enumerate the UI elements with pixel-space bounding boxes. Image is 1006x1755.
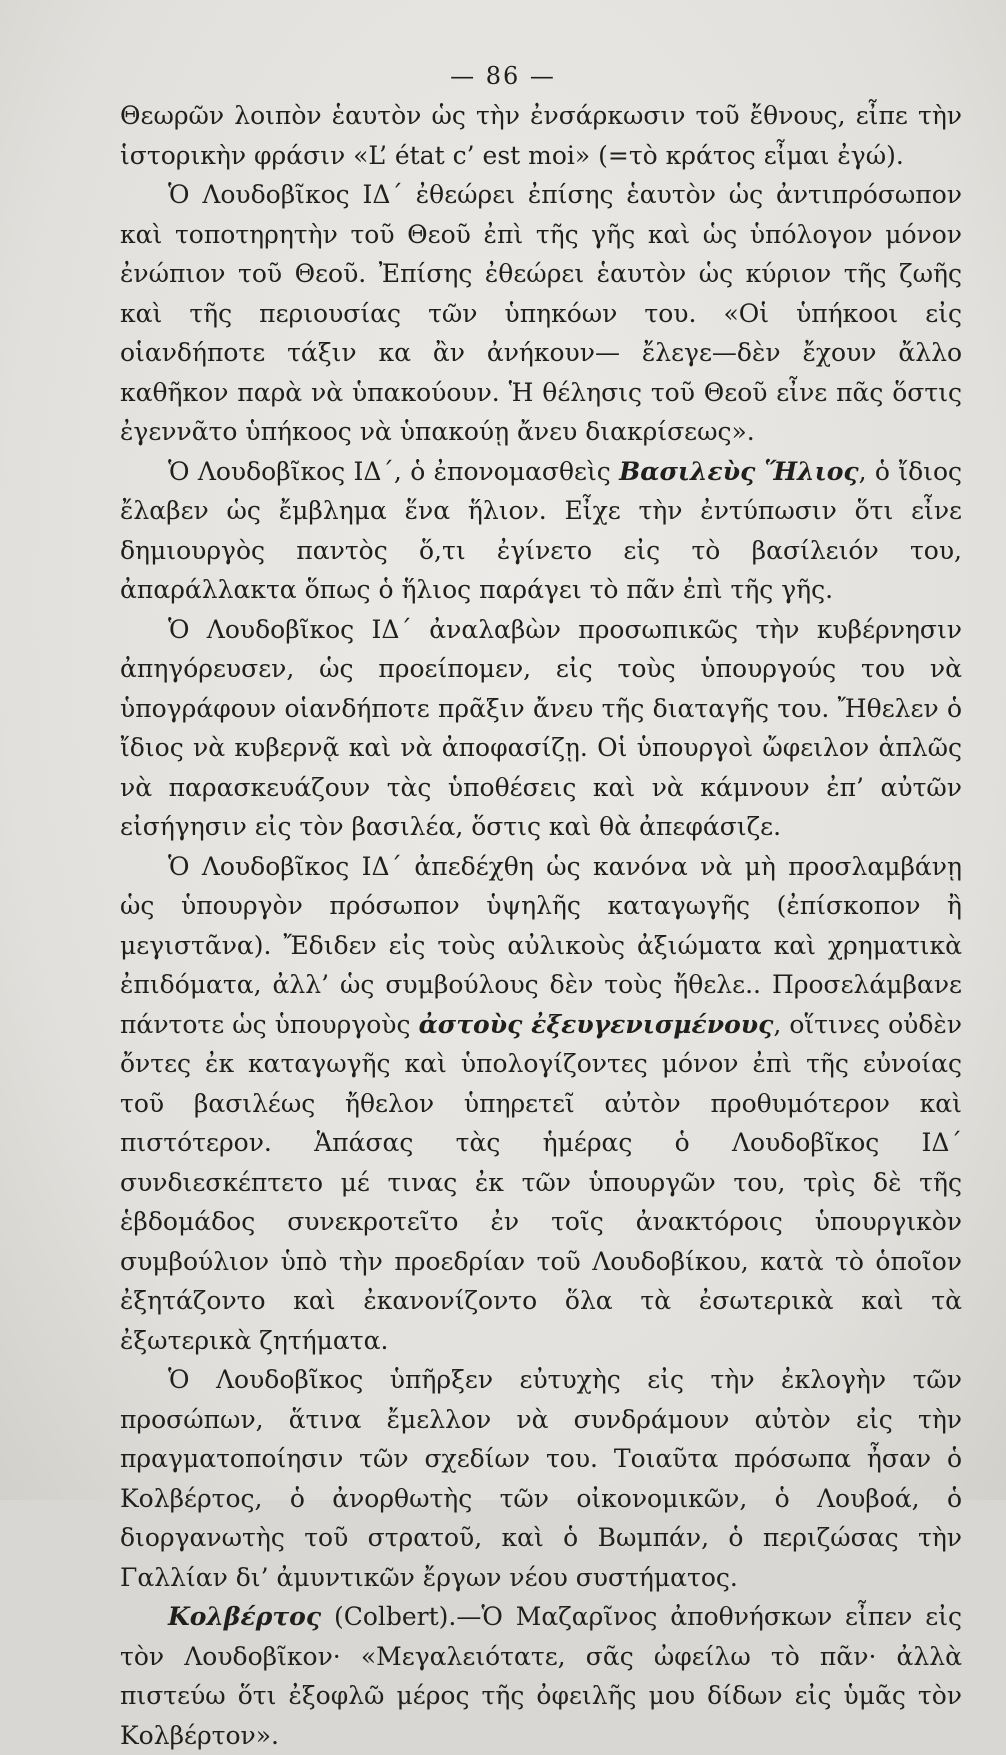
emphasis-text: Βασιλεὺς Ἥλιος <box>619 456 859 486</box>
paragraph-text: Ὁ Λουδοβῖκος ΙΔ΄, ὁ ἐπονομασθεὶς <box>168 456 620 486</box>
paragraph <box>120 96 962 175</box>
paragraph <box>120 610 962 847</box>
paragraph <box>120 1597 962 1755</box>
page-number: — 86 — <box>450 62 556 90</box>
emphasis-text: ἀστοὺς ἐξευγενισμένους <box>418 1009 774 1039</box>
paragraph-text: Θεωρῶν λοιπὸν ἑαυτὸν ὡς τὴν ἐνσάρκωσιν τοῦ ἔθνους, εἶπε τὴν ἱστορικὴν φράσιν «L’ état c’ est moi» (=τὸ κράτος εἶμαι ἐγώ). <box>120 101 962 170</box>
paragraph-text: Ὁ Λουδοβῖκος ΙΔ΄ ἐθεώρει ἐπίσης ἑαυτὸν ὡς ἀντιπρόσωπον καὶ τοποτηρητὴν τοῦ Θεοῦ ἐπὶ τῆς γῆς καὶ ὡς ὑπόλογον μόνον ἐνώπιον τοῦ Θεοῦ. Ἐπίσης ἐθεώρει ἑαυτὸν ὡς κύριον τῆς ζωῆς καὶ τῆς περιουσίας τῶν ὑπηκόων του. «Οἱ ὑπήκοοι εἰς οἱανδήποτε τάξιν κα ἂν ἀνήκουν— ἔλεγε—δὲν ἔχουν ἄλλο καθῆκον παρὰ νὰ ὑπακούουν. Ἡ θέλησις τοῦ Θεοῦ εἶνε πᾶς ὅστις ἐγεννᾶτο ὑπήκοος νὰ ὑπακούῃ ἄνευ διακρίσεως». <box>120 180 962 446</box>
paragraph <box>120 452 962 610</box>
body-text <box>120 96 962 1755</box>
paragraph <box>120 175 962 452</box>
paragraph-text: Ὁ Λουδοβῖκος ΙΔ΄ ἀπεδέχθη ὡς κανόνα νὰ μὴ προσλαμβάνῃ ὡς ὑπουργὸν πρόσωπον ὑψηλῆς καταγωγῆς (ἐπίσκοπον ἢ μεγιστᾶνα). Ἔδιδεν εἰς τοὺς αὐλικοὺς ἀξιώματα καὶ χρηματικὰ ἐπιδόματα, ἀλλ’ ὡς συμβούλους δὲν τοὺς ἤθελε.. Προσελάμβανε πάντοτε ὡς ὑπουργοὺς <box>120 851 962 1039</box>
paragraph <box>120 847 962 1361</box>
emphasis-text: Κολβέρτος <box>168 1602 322 1631</box>
paragraph-text: , ὁ ἴδιος ἔλαβεν ὡς ἔμβλημα ἕνα ἥλιον. Εἶχε τὴν ἐντύπωσιν ὅτι εἶνε δημιουργὸς παντὸς ὅ,τι ἐγίνετο εἰς τὸ βασίλειόν του, ἀπαράλλακτα ὅπως ὁ ἥλιος παράγει τὸ πᾶν ἐπὶ τῆς γῆς. <box>120 456 962 604</box>
paragraph-text: Ὁ Λουδοβῖκος ὑπῆρξεν εὐτυχὴς εἰς τὴν ἐκλογὴν τῶν προσώπων, ἅτινα ἔμελλον νὰ συνδράμουν αὐτὸν εἰς τὴν πραγματοποίησιν τῶν σχεδίων του. Τοιαῦτα πρόσωπα ἦσαν ὁ Κολβέρτος, ὁ ἀνορθωτὴς τῶν οἰκονομικῶν, ὁ Λουβοά, ὁ διοργανωτὴς τοῦ στρατοῦ, καὶ ὁ Βωμπάν, ὁ περιζώσας τὴν Γαλλίαν δι’ ἀμυντικῶν ἔργων νέου συστήματος. <box>120 1365 962 1592</box>
paragraph-text: (Colbert).—Ὁ Μαζαρῖνος ἀποθνήσκων εἶπεν εἰς τὸν Λουδοβῖκον· «Μεγαλειότατε, σᾶς ὠφείλω τὸ πᾶν· ἀλλὰ πιστεύω ὅτι ἐξοφλῶ μέρος τῆς ὀφειλῆς μου δίδων εἰς ὑμᾶς τὸν Κολβέρτον». <box>120 1602 962 1750</box>
paragraph-text: , οἵτινες οὐδὲν ὄντες ἐκ καταγωγῆς καὶ ὑπολογίζοντες μόνον ἐπὶ τῆς εὐνοίας τοῦ βασιλέως ἤθελον ὑπηρετεῖ αὐτὸν προθυμότερον καὶ πιστότερον. Ἁπάσας τὰς ἡμέρας ὁ Λουδοβῖκος ΙΔ΄ συνδιεσκέπτετο μέ τινας ἐκ τῶν ὑπουργῶν του, τρὶς δὲ τῆς ἑβδομάδος συνεκροτεῖτο ἐν τοῖς ἀνακτόροις ὑπουργικὸν συμβούλιον ὑπὸ τὴν προεδρίαν τοῦ Λουδοβίκου, κατὰ τὸ ὁποῖον ἐξητάζοντο καὶ ἐκανονίζοντο ὅλα τὰ ἐσωτερικὰ καὶ τὰ ἐξωτερικὰ ζητήματα. <box>120 1009 962 1355</box>
paragraph <box>120 1360 962 1597</box>
paragraph-text: Ὁ Λουδοβῖκος ΙΔ΄ ἀναλαβὼν προσωπικῶς τὴν κυβέρνησιν ἀπηγόρευσεν, ὡς προείπομεν, εἰς τοὺς ὑπουργούς του νὰ ὑπογράφουν οἱανδήποτε πρᾶξιν ἄνευ τῆς διαταγῆς του. Ἤθελεν ὁ ἴδιος νὰ κυβερνᾷ καὶ νὰ ἀποφασίζῃ. Οἱ ὑπουργοὶ ὤφειλον ἁπλῶς νὰ παρασκευάζουν τὰς ὑποθέσεις καὶ νὰ κάμνουν ἐπ’ αὐτῶν εἰσήγησιν εἰς τὸν βασιλέα, ὅστις καὶ θὰ ἀπεφάσιζε. <box>120 614 962 841</box>
